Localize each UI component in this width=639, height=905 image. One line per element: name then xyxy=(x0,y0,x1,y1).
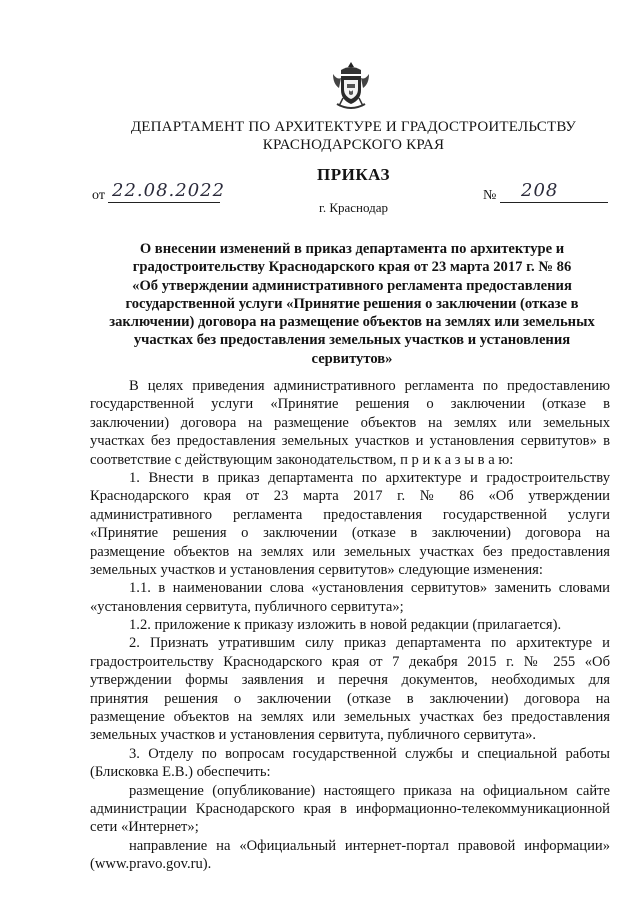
body-text-line: принятия решения о заключении (отказе в заключении) договора на xyxy=(90,690,610,707)
body-text-line: «установления сервитута, публичного сервитута»; xyxy=(90,598,404,615)
body-text-line: размещение объектов на землях или земельных участках без предоставления xyxy=(90,709,610,726)
body-text-line: заключении) договора на размещение объектов на землях или земельных xyxy=(90,414,610,431)
body-text-line: соответствие с действующим законодательством, п р и к а з ы в а ю: xyxy=(90,451,514,468)
title-line: градостроительству Краснодарского края от 23 марта 2017 г. № 86 xyxy=(132,259,572,276)
body-text-line: сети «Интернет»; xyxy=(90,819,199,836)
title-line: заключении) договора на размещение объектов на землях или земельных xyxy=(109,314,595,331)
body-text-line: направление на «Официальный интернет-портал правовой информации» xyxy=(129,837,610,854)
department-name-line1: ДЕПАРТАМЕНТ ПО АРХИТЕКТУРЕ И ГРАДОСТРОИТЕЛЬСТВУ xyxy=(130,119,577,135)
body-text-line: размещение (опубликование) настоящего приказа на официальном сайте xyxy=(129,782,610,799)
title-line: «Об утверждении административного регламента предоставления xyxy=(132,277,572,294)
order-body-text xyxy=(90,377,610,874)
body-text-line: (Блисковка Е.В.) обеспечить: xyxy=(90,764,271,781)
department-name-line2: КРАСНОДАРСКОГО КРАЯ xyxy=(262,137,445,153)
body-text-line: размещение объектов на землях или земельных участках без предоставления xyxy=(90,543,610,560)
body-text-line: административного регламента предоставления государственной услуги xyxy=(90,506,610,523)
date-label: от xyxy=(92,188,105,203)
body-text-line: В целях приведения административного регламента по предоставлению xyxy=(129,378,610,394)
title-line: государственной услуги «Принятие решения о заключении (отказе в xyxy=(125,295,579,312)
body-text-line: утверждении формы заявления и перечня документов, необходимых для xyxy=(90,672,610,689)
body-text-line: (www.pravo.gov.ru). xyxy=(90,856,212,873)
body-text-line: земельных участков и установления сервитутов» следующие изменения: xyxy=(90,561,543,578)
handwritten-date: 22.08.2022 xyxy=(112,180,226,201)
handwritten-number: 208 xyxy=(521,180,559,201)
body-text-line: земельных участков и установления сервитута, публичного сервитута». xyxy=(90,727,537,744)
order-title xyxy=(92,240,612,368)
body-text-line: 1.2. приложение к приказу изложить в новой редакции (прилагается). xyxy=(129,617,562,634)
body-text-line: 2. Признать утратившим силу приказ департамента по архитектуре и xyxy=(129,635,610,652)
city-of-issue: г. Краснодар xyxy=(318,200,389,215)
body-text-line: 1.1. в наименовании слова «установления сервитутов» заменить словами xyxy=(129,580,610,597)
body-text-line: 1. Внести в приказ департамента по архитектуре и градостроительству xyxy=(129,469,610,486)
coat-of-arms-emblem xyxy=(329,60,373,110)
body-text-line: участках без предоставления земельных участков и установления сервитутов» в xyxy=(90,433,610,450)
body-text-line: «Принятие решения о заключении (отказе в заключении) договора на xyxy=(90,525,610,542)
document-type-heading: ПРИКАЗ xyxy=(317,165,390,184)
body-text-line: 3. Отделу по вопросам государственной службы и специальной работы xyxy=(129,745,610,762)
number-label: № xyxy=(483,188,497,203)
body-text-line: государственной услуги «Принятие решения о заключении (отказе в xyxy=(90,396,610,413)
body-text-line: администрации Краснодарского края в информационно-телекоммуникационной xyxy=(90,800,610,817)
title-line: сервитутов» xyxy=(311,350,393,367)
title-line: участках без предоставления земельных участков и установления xyxy=(133,332,571,349)
body-text-line: Краснодарского края от 23 марта 2017 г. № 86 «Об утверждении xyxy=(90,488,610,505)
body-text-line: градостроительству Краснодарского края от 7 декабря 2015 г. № 255 «Об xyxy=(90,653,610,670)
title-line: О внесении изменений в приказ департамента по архитектуре и xyxy=(139,241,565,257)
